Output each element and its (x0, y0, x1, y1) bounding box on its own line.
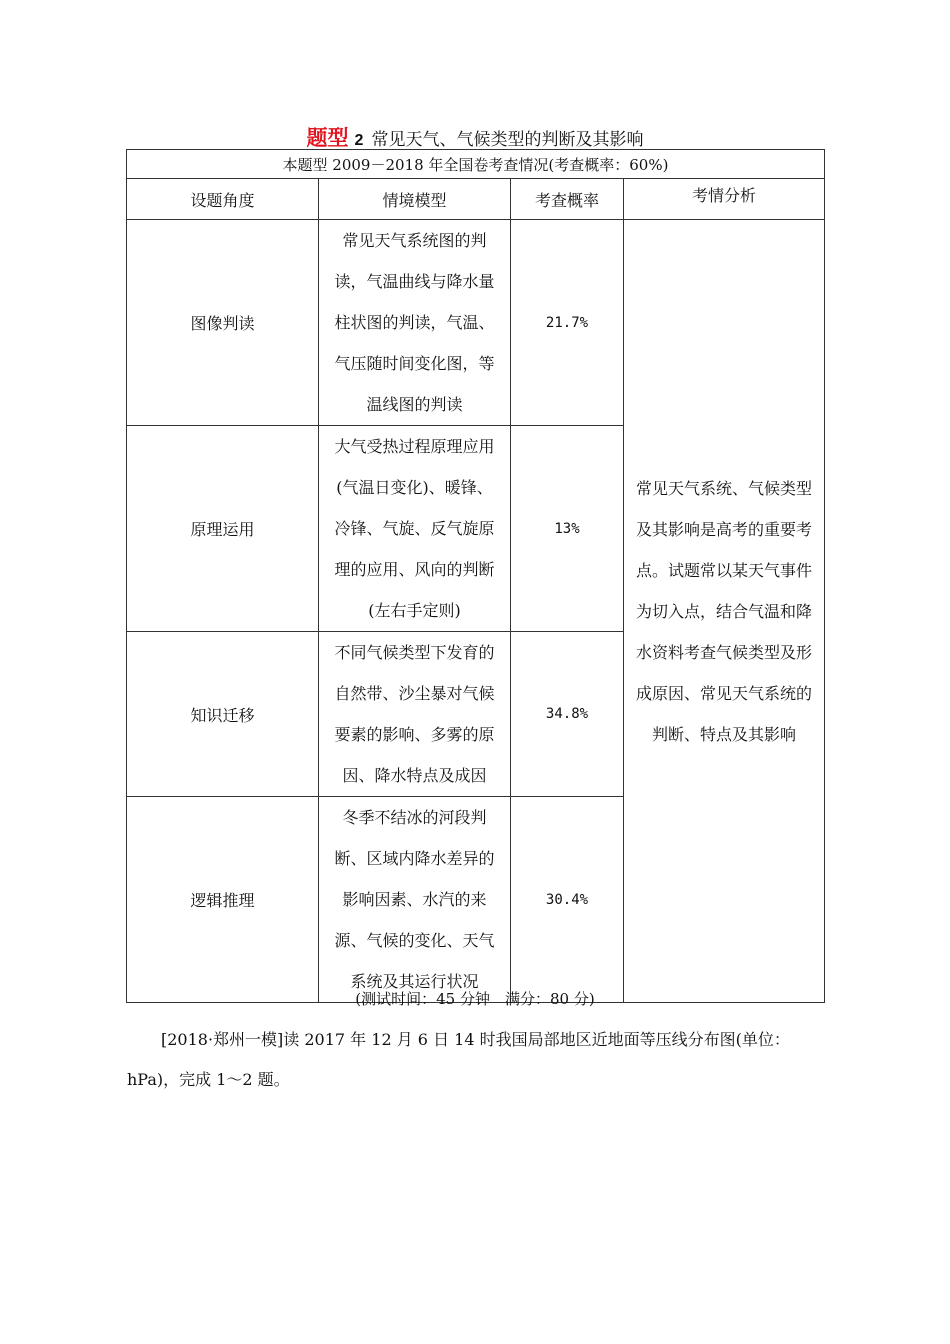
header-analysis: 考情分析 (624, 179, 825, 220)
row-rate: 30.4% (511, 797, 624, 1003)
question-intro-line1: [2018·郑州一模]读 2017 年 12 月 6 日 14 时我国局部地区近地面等压线分布图(单位： (161, 1030, 790, 1049)
row-rate: 21.7% (511, 220, 624, 426)
header-angle: 设题角度 (127, 179, 319, 220)
table-caption-row (127, 150, 825, 179)
row-angle: 原理运用 (127, 426, 319, 632)
row-scenario: 冬季不结冰的河段判断、区域内降水差异的影响因素、水汽的来源、气候的变化、天气系统及其运行状况 (319, 797, 511, 1003)
row-angle: 知识迁移 (127, 632, 319, 797)
row-angle: 逻辑推理 (127, 797, 319, 1003)
section-number: 2 (354, 132, 364, 149)
question-intro-line2: hPa)，完成 1～2 题。 (127, 1070, 290, 1089)
row-rate: 34.8% (511, 632, 624, 797)
analysis-cell (624, 220, 825, 1003)
header-rate: 考查概率 (511, 179, 624, 220)
test-info: (测试时间：45 分钟 满分：80 分) (355, 990, 595, 1008)
row-angle: 图像判读 (127, 220, 319, 426)
section-title-text: 常见天气、气候类型的判断及其影响 (371, 130, 644, 150)
table-header-row (127, 179, 825, 220)
header-scenario: 情境模型 (319, 179, 511, 220)
row-rate: 13% (511, 426, 624, 632)
section-tag: 题型 (306, 126, 349, 150)
table-caption: 本题型 2009－2018 年全国卷考查情况(考查概率：60%) (127, 150, 825, 179)
table-row (127, 220, 825, 426)
question-intro (127, 1020, 827, 1100)
analysis-text: 常见天气系统、气候类型及其影响是高考的重要考点。试题常以某天气事件为切入点，结合气温和降水资料考查气候类型及形成原因、常见天气系统的判断、特点及其影响 (636, 478, 813, 744)
row-scenario: 不同气候类型下发育的自然带、沙尘暴对气候要素的影响、多雾的原因、降水特点及成因 (319, 632, 511, 797)
row-scenario: 常见天气系统图的判读，气温曲线与降水量柱状图的判读，气温、气压随时间变化图，等温线图的判读 (319, 220, 511, 426)
row-scenario: 大气受热过程原理应用(气温日变化)、暖锋、冷锋、气旋、反气旋原理的应用、风向的判断(左右手定则) (319, 426, 511, 632)
exam-analysis-table (126, 149, 825, 1003)
